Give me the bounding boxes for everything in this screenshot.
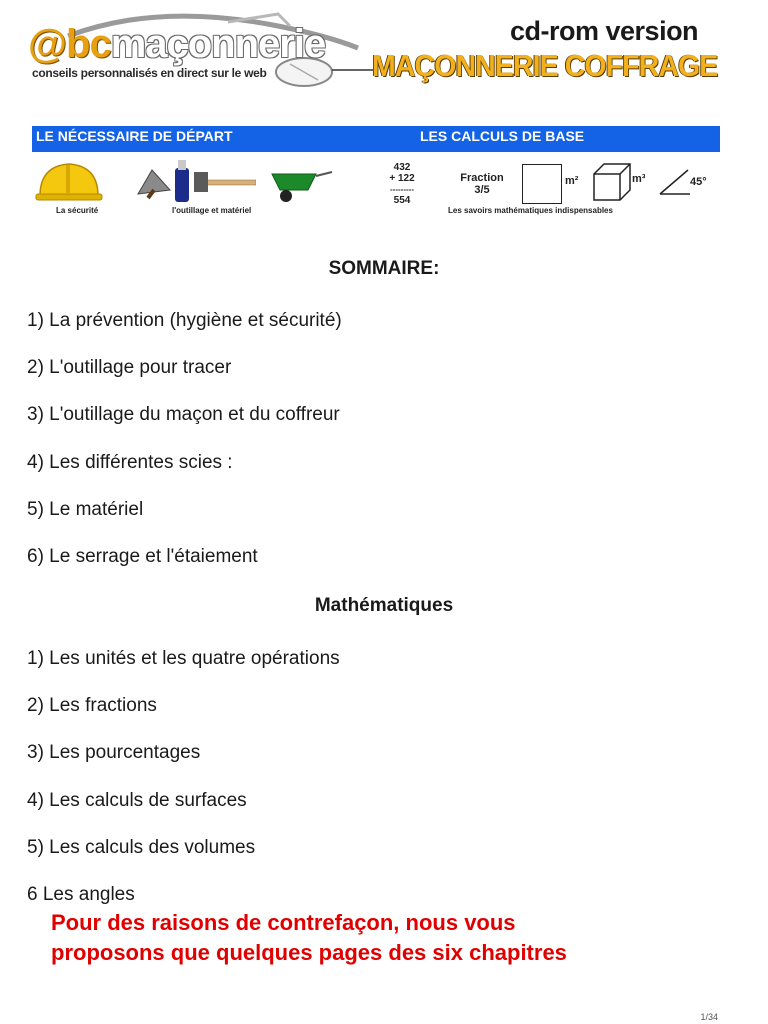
- notice-line: Pour des raisons de contrefaçon, nous vous: [51, 910, 516, 935]
- angle-label: 45°: [690, 176, 707, 188]
- summary-item: 3) L'outillage du maçon et du coffreur: [27, 404, 340, 425]
- chalk-line-icon: [172, 158, 192, 204]
- notice-line: proposons que quelques pages des six chapitres: [51, 940, 567, 965]
- banner-left-title: LE NÉCESSAIRE DE DÉPART: [36, 128, 233, 144]
- math-caption: Les savoirs mathématiques indispensables: [448, 206, 613, 215]
- angle-icon: [658, 168, 692, 198]
- wheelbarrow-icon: [264, 164, 334, 204]
- counterfeit-notice: [51, 908, 567, 968]
- summary-title: SOMMAIRE:: [328, 258, 440, 279]
- summary-item: 4) Les différentes scies :: [27, 452, 233, 473]
- trowel-icon: [134, 164, 174, 202]
- volume-unit: m³: [632, 173, 646, 185]
- square-icon: [522, 164, 562, 204]
- summary-item: 5) Le matériel: [27, 499, 144, 520]
- product-title: MAÇONNERIE COFFRAGE: [372, 48, 718, 83]
- hammer-icon: [192, 170, 256, 194]
- logo-text: @bcmaçonnerie: [28, 22, 326, 66]
- area-unit: m²: [565, 175, 579, 187]
- hard-hat-icon: [34, 158, 104, 202]
- math-item: 1) Les unités et les quatre opérations: [27, 648, 340, 669]
- version-label: cd-rom version: [510, 16, 699, 46]
- math-item: 2) Les fractions: [27, 695, 157, 716]
- logo-tagline: conseils personnalisés en direct sur le web: [32, 66, 267, 80]
- summary-item: 6) Le serrage et l'étaiement: [27, 546, 258, 567]
- math-item: 3) Les pourcentages: [27, 742, 201, 763]
- fraction-example: Fraction 3/5: [460, 172, 504, 196]
- summary-item: 1) La prévention (hygiène et sécurité): [27, 310, 342, 331]
- banner-right-title: LES CALCULS DE BASE: [420, 128, 585, 144]
- summary-item: 2) L'outillage pour tracer: [27, 357, 232, 378]
- tools-caption: l'outillage et matériel: [172, 206, 252, 215]
- math-item: 4) Les calculs de surfaces: [27, 790, 247, 811]
- math-item: 6 Les angles: [27, 884, 135, 905]
- security-caption: La sécurité: [56, 206, 99, 215]
- addition-example: 432 + 122 --------- 554: [389, 162, 415, 206]
- page-number: 1/34: [700, 1012, 718, 1022]
- math-item: 5) Les calculs des volumes: [27, 837, 256, 858]
- math-section-title: Mathématiques: [314, 595, 454, 616]
- cube-icon: [590, 160, 634, 204]
